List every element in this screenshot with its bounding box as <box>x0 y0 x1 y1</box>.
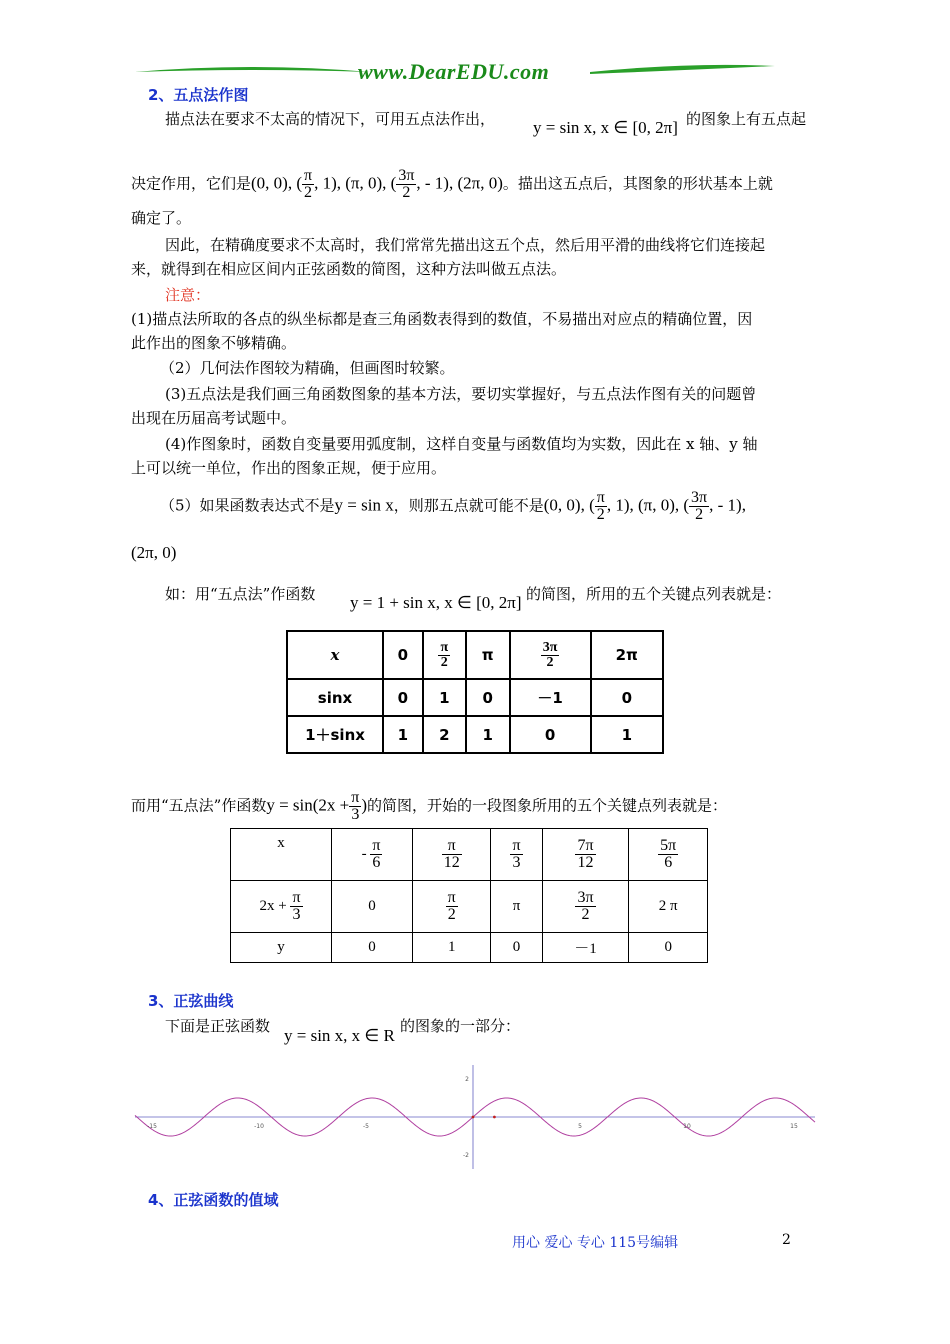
table-cell: π <box>491 881 542 933</box>
x-tick-label: 15 <box>790 1123 798 1130</box>
table-cell: sinx <box>287 679 383 716</box>
table-cell: $\frac{\pi}{12}$ <box>413 829 491 881</box>
table-cell: $\frac{3\pi}{2}$ <box>542 881 629 933</box>
para4-line2: 来，就得到在相应区间内正弦函数的简图，这种方法叫做五点法。 <box>131 260 567 278</box>
table-cell: 0 <box>629 933 708 963</box>
note1-line2: 此作出的图象不够精确。 <box>131 334 297 352</box>
table-cell: 2x + $\frac{\pi}{3}$ <box>231 881 332 933</box>
para1-tail: 的图象上有五点起 <box>686 110 807 128</box>
table-cell: 0 <box>383 631 423 679</box>
formula-y-sinx: y = sin x, x ∈ [0, 2π] <box>533 118 678 137</box>
example1: 如：用“五点法”作函数 <box>165 585 316 603</box>
table-cell: $\frac{\pi}{2}$ <box>413 881 491 933</box>
example1-tail: 的简图，所用的五个关键点列表就是： <box>526 585 782 603</box>
key-points-table-2 <box>230 828 708 963</box>
table-cell: 2 <box>423 716 466 753</box>
table-cell: $\frac{\pi}{3}$ <box>491 829 542 881</box>
para2: 决定作用，它们是(0, 0), ( $\frac{\pi}{2}$ , 1), (π, 0), ( $\frac{3\pi}{2}$ , - 1), (2π, 0)。描出这五点后，其图象的形状基本上就 <box>131 167 773 201</box>
table-cell: 0 <box>466 679 510 716</box>
x-tick-label: -5 <box>363 1123 369 1130</box>
table-cell: x <box>287 631 383 679</box>
page-number: 2 <box>782 1232 791 1248</box>
note4-line1: (4)作图象时，函数自变量要用弧度制，这样自变量与函数值均为实数，因此在 x 轴、y 轴 <box>165 435 758 453</box>
table-cell: 2 π <box>629 881 708 933</box>
table-cell: 1 <box>383 716 423 753</box>
table-cell: 2π <box>591 631 663 679</box>
table-cell: x <box>231 829 332 881</box>
note3-line1: (3)五点法是我们画三角函数图象的基本方法，要切实掌握好，与五点法作图有关的问题曾 <box>165 385 757 403</box>
para3: 确定了。 <box>131 209 192 227</box>
table-cell: 0 <box>332 881 413 933</box>
graph-point <box>493 1116 496 1119</box>
section-heading-five-point: 2、五点法作图 <box>148 86 249 104</box>
table-cell: 0 <box>510 716 591 753</box>
table-cell: - $\frac{\pi}{6}$ <box>332 829 413 881</box>
section3-formula: y = sin x, x ∈ R <box>284 1026 395 1045</box>
frac-pi-2: $\frac{\pi}{2}$ <box>304 167 313 201</box>
key-points-table-1 <box>286 630 664 754</box>
table-cell: $\frac{\pi}{2}$ <box>423 631 466 679</box>
table-cell: 1＋sinx <box>287 716 383 753</box>
note2: （2）几何法作图较为精确，但画图时较繁。 <box>160 359 455 377</box>
table-cell: $\frac{5\pi}{6}$ <box>629 829 708 881</box>
table-cell: 0 <box>491 933 542 963</box>
y-tick-label: 2 <box>465 1076 469 1083</box>
table-cell: 1 <box>423 679 466 716</box>
note5: （5）如果函数表达式不是y = sin x，则那五点就可能不是(0, 0), ( $\frac{\pi}{2}$ , 1), (π, 0), ( $\frac{3\pi}{2}$ , - 1), <box>160 489 746 523</box>
table-cell: $\frac{3\pi}{2}$ <box>510 631 591 679</box>
section-heading-sine-curve: 3、正弦曲线 <box>148 992 234 1010</box>
table-cell: y <box>231 933 332 963</box>
section-heading-sine-range: 4、正弦函数的值域 <box>148 1191 279 1209</box>
x-tick-label: -10 <box>254 1123 264 1130</box>
y-tick-label: -2 <box>463 1152 469 1159</box>
x-tick-label: -15 <box>147 1123 157 1130</box>
example1-formula: y = 1 + sin x, x ∈ [0, 2π] <box>350 593 522 612</box>
sine-curve-graph <box>130 1062 820 1172</box>
table-cell: －1 <box>542 933 629 963</box>
frac-3pi-2: $\frac{3\pi}{2}$ <box>398 167 415 201</box>
section3-para: 下面是正弦函数 <box>165 1017 271 1035</box>
table-cell: $\frac{7\pi}{12}$ <box>542 829 629 881</box>
graph-point <box>472 1116 475 1119</box>
x-tick-label: 10 <box>683 1123 691 1130</box>
note-label: 注意： <box>165 286 211 304</box>
table-cell: 0 <box>383 679 423 716</box>
example2: 而用“五点法”作函数y = sin(2x + $\frac{\pi}{3}$ )的简图，开始的一段图象所用的五个关键点列表就是： <box>131 789 728 823</box>
table-cell: π <box>466 631 510 679</box>
para4-line1: 因此，在精确度要求不太高时，我们常常先描出这五个点，然后用平滑的曲线将它们连接起 <box>165 236 766 254</box>
note1-line1: (1)描点法所取的各点的纵坐标都是查三角函数表得到的数值，不易描出对应点的精确位置，因 <box>131 310 753 328</box>
x-tick-label: 5 <box>578 1123 582 1130</box>
footer-note: 用心 爱心 专心 115号编辑 <box>512 1235 679 1251</box>
section3-para-tail: 的图象的一部分： <box>400 1017 521 1035</box>
note4-line2: 上可以统一单位，作出的图象正规，便于应用。 <box>131 459 447 477</box>
para1: 描点法在要求不太高的情况下，可用五点法作出， <box>165 110 496 128</box>
table-cell: 0 <box>591 679 663 716</box>
table-cell: 0 <box>332 933 413 963</box>
table-cell: 1 <box>591 716 663 753</box>
table-cell: 1 <box>466 716 510 753</box>
note3-line2: 出现在历届高考试题中。 <box>131 409 297 427</box>
banner-site-name[interactable]: www.DearEDU.com <box>358 59 550 84</box>
table-cell: 1 <box>413 933 491 963</box>
table-cell: －1 <box>510 679 591 716</box>
note5-last-point: (2π, 0) <box>131 543 177 562</box>
